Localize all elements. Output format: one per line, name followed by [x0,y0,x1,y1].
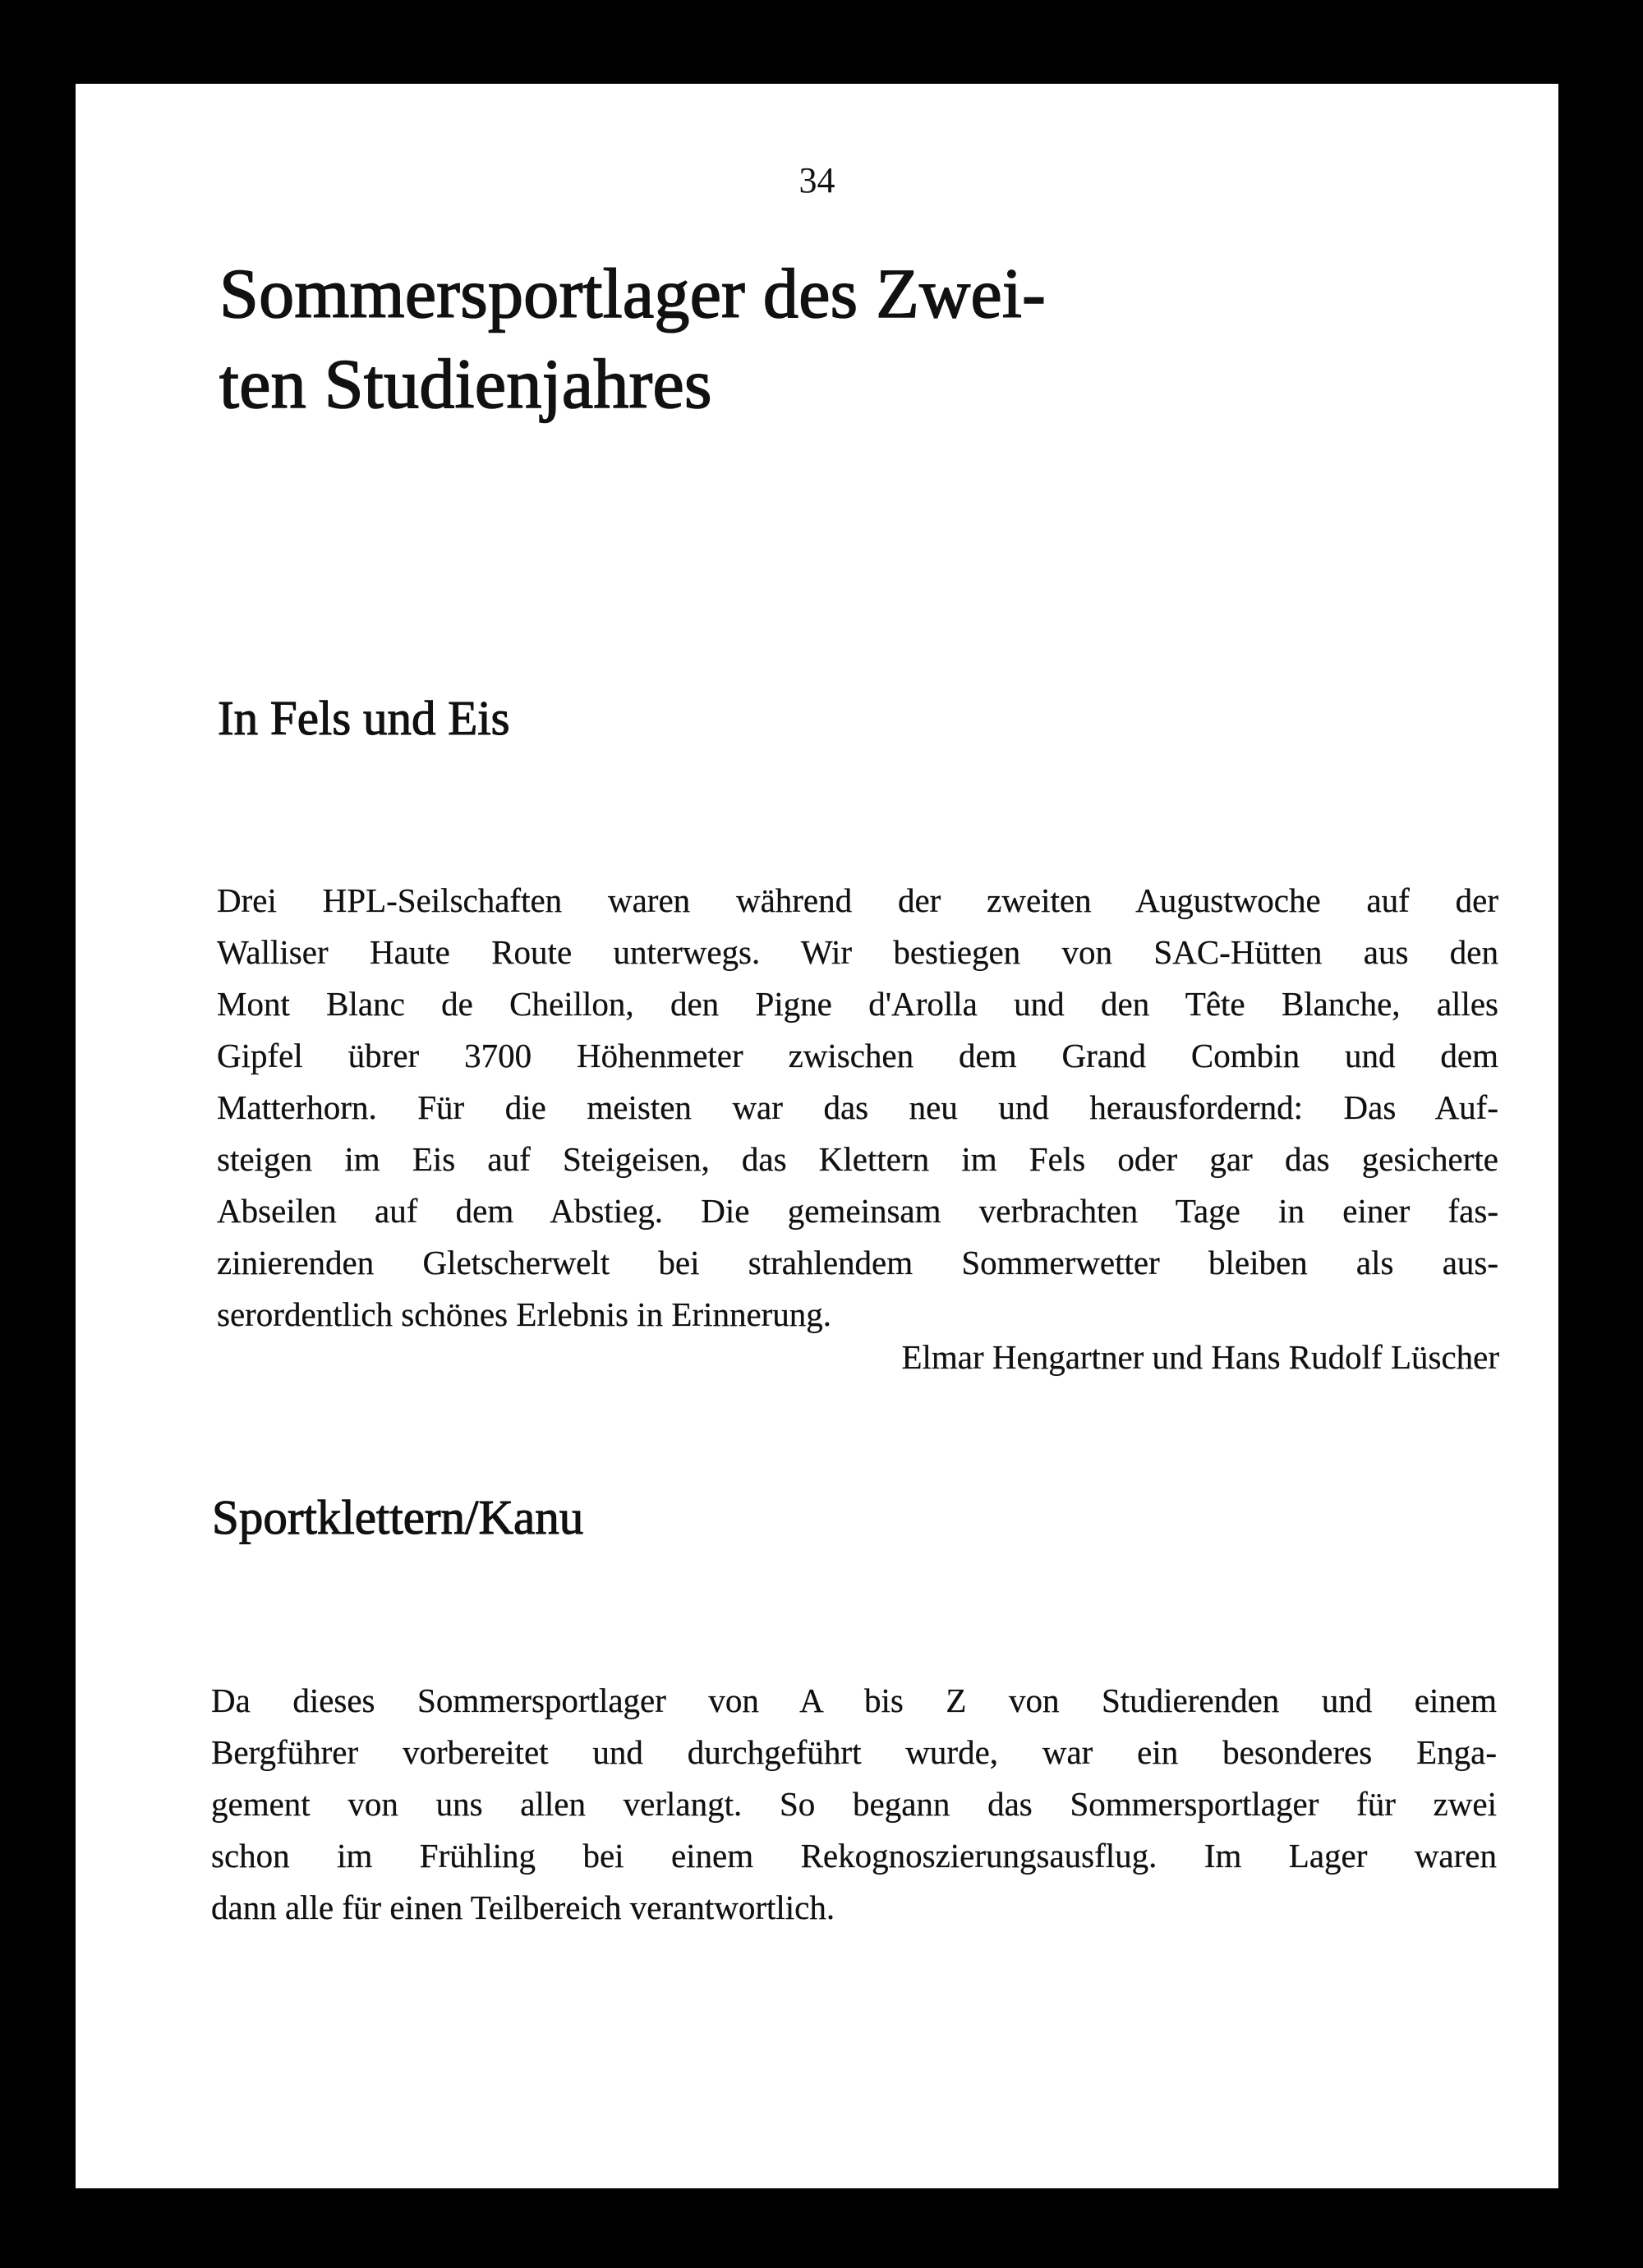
text-line: Matterhorn. Für die meisten war das neu und herausfordernd: Das Auf- [217,1088,1498,1126]
text-line: Da dieses Sommersportlager von A bis Z von Studierenden und einem [211,1681,1497,1719]
paragraph-fels-und-eis [217,875,1498,1341]
text-line: Bergführer vorbereitet und durchgeführt wurde, war ein besonderes Enga- [211,1733,1497,1771]
paragraph-sportklettern-kanu [211,1675,1497,1934]
section-heading-fels-und-eis: In Fels und Eis [218,691,510,745]
text-line: Walliser Haute Route unterwegs. Wir bestiegen von SAC-Hütten aus den [217,933,1498,971]
text-line: schon im Frühling bei einem Rekognoszierungsausflug. Im Lager waren [211,1837,1497,1875]
title-line: ten Studienjahres [219,344,712,423]
text-line: gement von uns allen verlangt. So begann das Sommersportlager für zwei [211,1785,1497,1823]
text-line: dann alle für einen Teilbereich verantwortlich. [211,1888,835,1926]
title-line: Sommersportlager des Zwei- [219,254,1047,333]
text-line: serordentlich schönes Erlebnis in Erinnerung. [217,1295,832,1333]
text-line: Drei HPL-Seilschaften waren während der zweiten Augustwoche auf der [217,881,1498,919]
section-heading-sportklettern-kanu: Sportklettern/Kanu [212,1490,584,1544]
text-line: Gipfel übrer 3700 Höhenmeter zwischen dem Grand Combin und dem [217,1037,1498,1074]
text-line: steigen im Eis auf Steigeisen, das Klettern im Fels oder gar das gesicherte [217,1140,1498,1178]
document-page [76,84,1558,2188]
text-line: Abseilen auf dem Abstieg. Die gemeinsam verbrachten Tage in einer fas- [217,1192,1498,1230]
page-title [219,248,1369,429]
author-signature: Elmar Hengartner und Hans Rudolf Lüscher [901,1338,1499,1376]
page-number: 34 [798,160,835,200]
text-line: Mont Blanc de Cheillon, den Pigne d'Arolla und den Tête Blanche, alles [217,985,1498,1023]
text-line: zinierenden Gletscherwelt bei strahlendem Sommerwetter bleiben als aus- [217,1244,1498,1281]
